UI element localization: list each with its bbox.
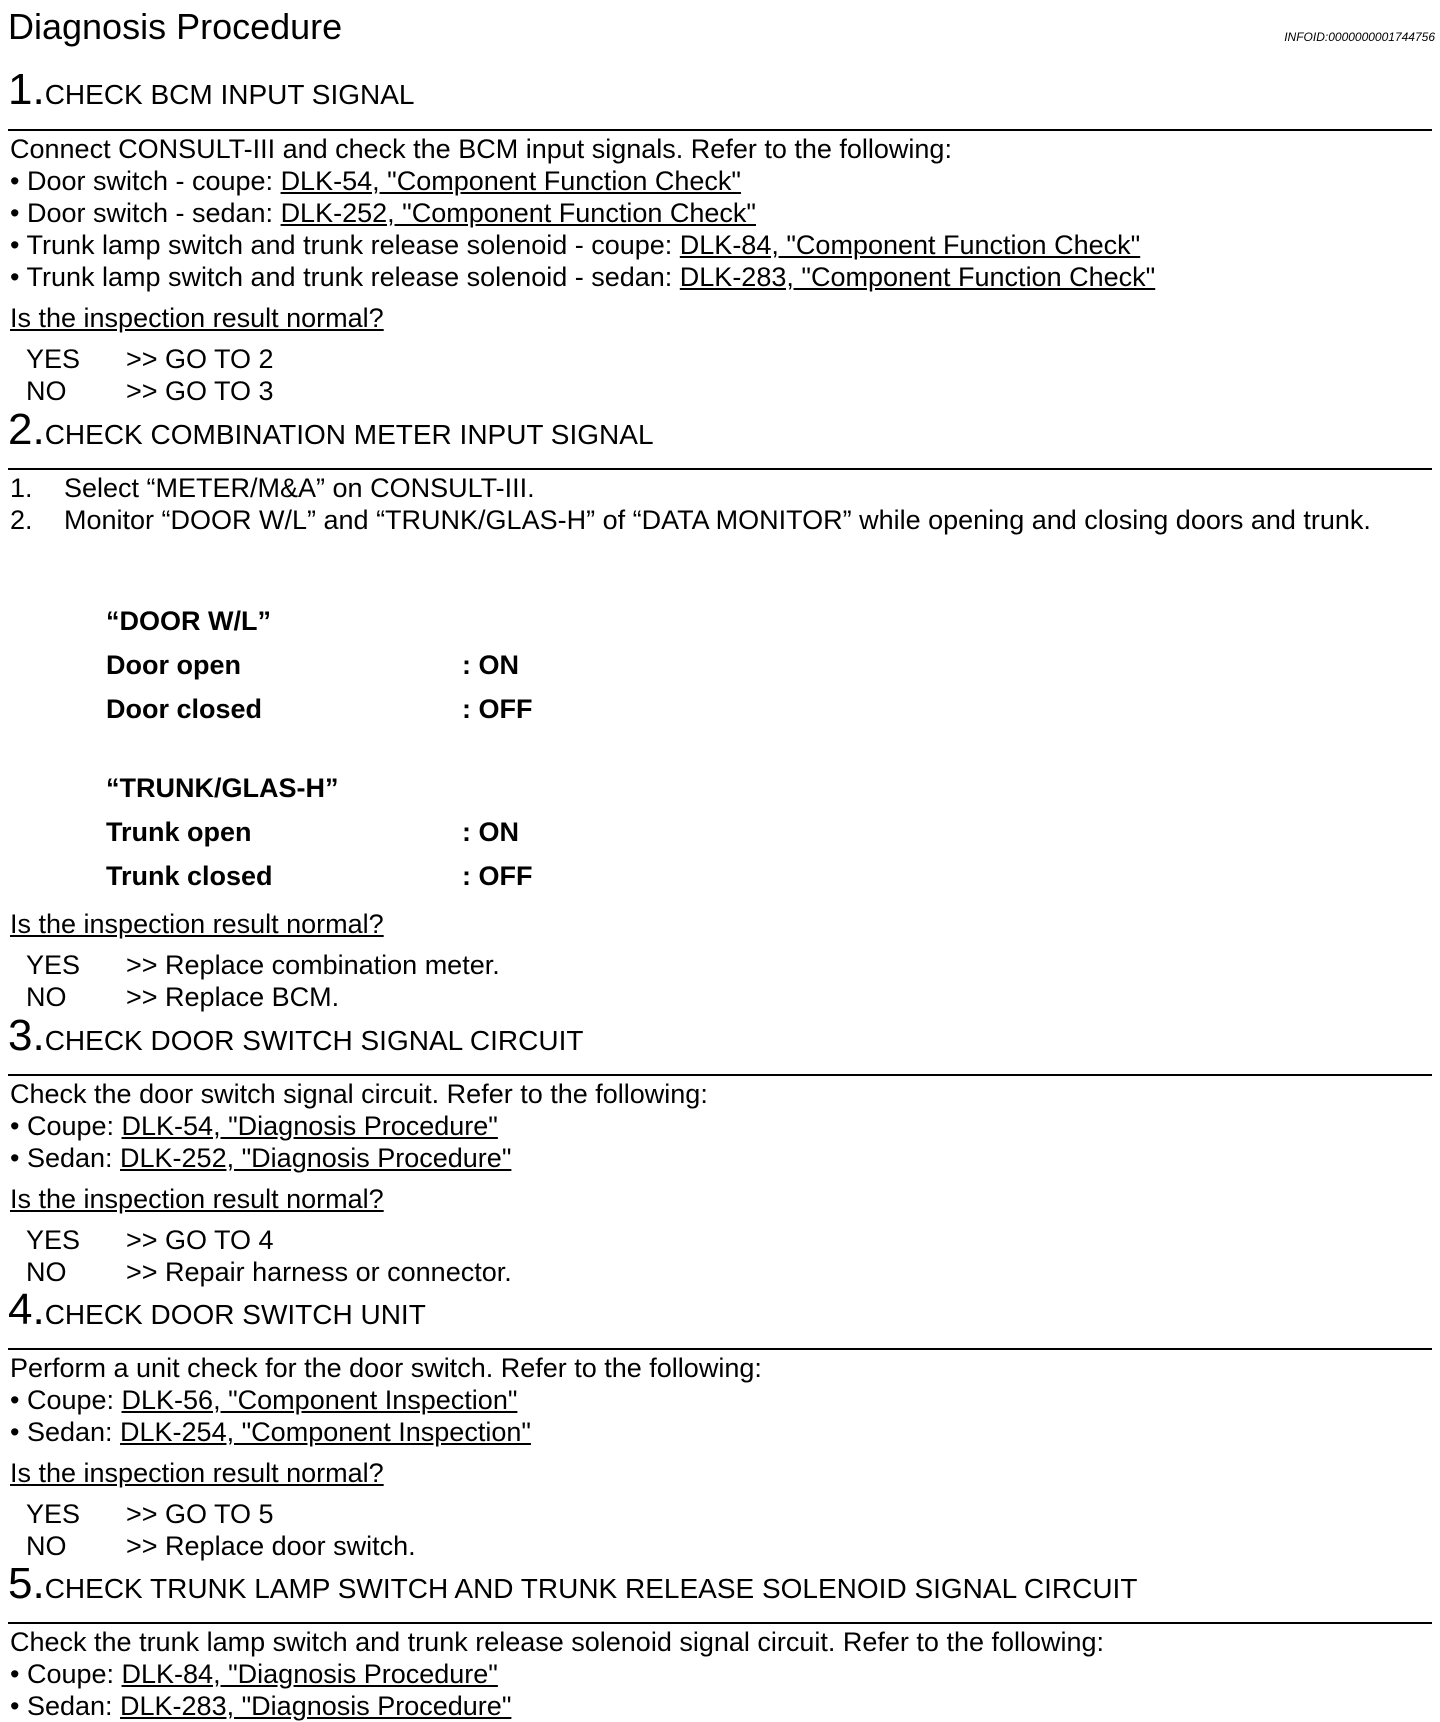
ref-link[interactable]: DLK-283, "Component Function Check" [679,262,1156,292]
yes-label: YES [26,1225,81,1255]
step-number: 2. [8,405,45,454]
monitor-value: : OFF [462,694,533,724]
yes-label: YES [26,950,81,980]
inspection-question: Is the inspection result normal? [10,909,384,939]
ref-link[interactable]: DLK-54, "Diagnosis Procedure" [121,1111,498,1141]
monitor-title: “TRUNK/GLAS-H” [106,773,339,803]
ref-bullet [10,229,1140,261]
page-title: Diagnosis Procedure [8,6,343,47]
step-divider [8,1074,1432,1076]
bullet-text: • Door switch - sedan: [10,198,281,228]
step-4-intro: Perform a unit check for the door switch. Refer to the following: [10,1353,762,1383]
bullet-text: • Coupe: [10,1111,122,1141]
ref-bullet [10,1690,511,1722]
step-title: CHECK BCM INPUT SIGNAL [44,79,415,110]
yes-label: YES [26,1499,81,1529]
no-action: >> GO TO 3 [126,376,274,406]
no-label: NO [26,982,67,1012]
monitor-condition: Trunk closed [106,861,273,891]
item-number: 2. [10,505,33,535]
ref-link[interactable]: DLK-283, "Diagnosis Procedure" [120,1691,512,1721]
step-3-intro: Check the door switch signal circuit. Refer to the following: [10,1079,708,1109]
no-label: NO [26,376,67,406]
ref-link[interactable]: DLK-84, "Component Function Check" [679,230,1141,260]
yes-action: >> Replace combination meter. [126,950,500,980]
step-1-intro: Connect CONSULT-III and check the BCM input signals. Refer to the following: [10,134,952,164]
step-title: CHECK DOOR SWITCH UNIT [44,1299,426,1330]
step-1-heading [8,65,415,116]
monitor-condition: Door closed [106,694,263,724]
yes-label: YES [26,344,81,374]
bullet-text: • Sedan: [10,1691,121,1721]
bullet-text: • Door switch - coupe: [10,166,281,196]
ref-bullet [10,197,756,229]
step-divider [8,1348,1432,1350]
ref-bullet [10,1110,498,1142]
item-text: Select “METER/M&A” on CONSULT-III. [64,473,535,503]
ref-link[interactable]: DLK-252, "Diagnosis Procedure" [120,1143,512,1173]
ref-bullet [10,165,741,197]
step-divider [8,468,1432,470]
step-3-heading [8,1011,584,1062]
item-number: 1. [10,473,33,503]
bullet-text: • Trunk lamp switch and trunk release solenoid - sedan: [10,262,680,292]
ref-link[interactable]: DLK-54, "Component Function Check" [280,166,741,196]
yes-action: >> GO TO 4 [126,1225,274,1255]
ref-link[interactable]: DLK-56, "Component Inspection" [121,1385,518,1415]
ref-bullet [10,261,1155,293]
ref-bullet [10,1658,498,1690]
yes-action: >> GO TO 5 [126,1499,274,1529]
step-2-heading [8,405,654,456]
ref-link[interactable]: DLK-84, "Diagnosis Procedure" [121,1659,498,1689]
bullet-text: • Coupe: [10,1385,122,1415]
no-action: >> Replace BCM. [126,982,340,1012]
step-number: 3. [8,1011,45,1060]
monitor-value: : ON [462,817,519,847]
monitor-condition: Door open [106,650,241,680]
bullet-text: • Trunk lamp switch and trunk release solenoid - coupe: [10,230,680,260]
monitor-condition: Trunk open [106,817,252,847]
monitor-value: : OFF [462,861,533,891]
info-id: INFOID:0000000001744756 [1284,30,1435,44]
ref-link[interactable]: DLK-252, "Component Function Check" [280,198,756,228]
ref-link[interactable]: DLK-254, "Component Inspection" [120,1417,531,1447]
step-4-heading [8,1285,426,1336]
step-5-intro: Check the trunk lamp switch and trunk release solenoid signal circuit. Refer to the following: [10,1627,1105,1657]
monitor-title: “DOOR W/L” [106,606,271,636]
no-action: >> Replace door switch. [126,1531,416,1561]
step-5-heading [8,1559,1138,1610]
no-label: NO [26,1531,67,1561]
step-number: 4. [8,1285,45,1334]
ref-bullet [10,1142,511,1174]
bullet-text: • Sedan: [10,1417,121,1447]
no-label: NO [26,1257,67,1287]
inspection-question: Is the inspection result normal? [10,1458,384,1488]
step-number: 1. [8,65,45,114]
no-action: >> Repair harness or connector. [126,1257,512,1287]
bullet-text: • Sedan: [10,1143,121,1173]
item-text: Monitor “DOOR W/L” and “TRUNK/GLAS-H” of “DATA MONITOR” while opening and closing doors and trunk. [64,505,1371,535]
monitor-value: : ON [462,650,519,680]
yes-action: >> GO TO 2 [126,344,274,374]
step-title: CHECK COMBINATION METER INPUT SIGNAL [44,419,654,450]
step-number: 5. [8,1559,45,1608]
step-divider [8,1622,1432,1624]
ref-bullet [10,1384,517,1416]
inspection-question: Is the inspection result normal? [10,303,384,333]
step-title: CHECK DOOR SWITCH SIGNAL CIRCUIT [44,1025,584,1056]
step-divider [8,129,1432,131]
step-title: CHECK TRUNK LAMP SWITCH AND TRUNK RELEASE SOLENOID SIGNAL CIRCUIT [44,1573,1138,1604]
ref-bullet [10,1416,531,1448]
inspection-question: Is the inspection result normal? [10,1184,384,1214]
bullet-text: • Coupe: [10,1659,122,1689]
